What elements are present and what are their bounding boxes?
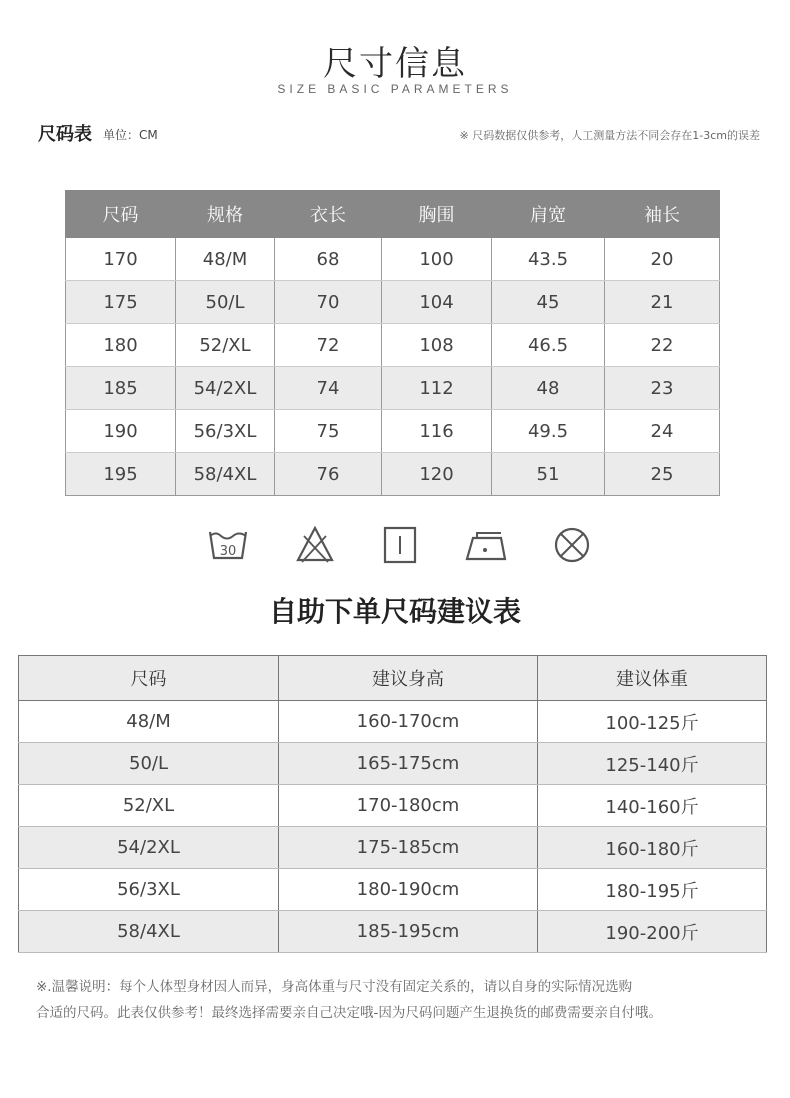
table-cell: 75: [275, 410, 382, 453]
footnote-line: ※.温馨说明：每个人体型身材因人而异，身高体重与尺寸没有固定关系的，请以自身的实际情况选购: [36, 979, 633, 995]
table-cell: 116: [382, 410, 492, 453]
table-cell: 160-180斤: [538, 827, 767, 869]
table-cell: 185-195cm: [279, 911, 538, 953]
table-cell: 175: [66, 281, 176, 324]
table-cell: 56/3XL: [19, 869, 279, 911]
size-table-header: 规格: [176, 191, 275, 238]
wash-30-icon: [205, 522, 251, 568]
table-cell: 170-180cm: [279, 785, 538, 827]
table-cell: 50/L: [176, 281, 275, 324]
table-cell: 48: [492, 367, 605, 410]
table-cell: 48/M: [176, 238, 275, 281]
table-row: [66, 324, 720, 367]
size-table-header: 衣长: [275, 191, 382, 238]
table-cell: 24: [605, 410, 720, 453]
table-cell: 72: [275, 324, 382, 367]
table-row: [66, 453, 720, 496]
table-cell: 125-140斤: [538, 743, 767, 785]
table-cell: 50/L: [19, 743, 279, 785]
table-cell: 100-125斤: [538, 701, 767, 743]
table-cell: 108: [382, 324, 492, 367]
table-row: [66, 238, 720, 281]
recommend-header: 建议体重: [538, 656, 767, 701]
table-row: [66, 281, 720, 324]
table-cell: 175-185cm: [279, 827, 538, 869]
no-bleach-icon: [292, 522, 338, 568]
table-cell: 51: [492, 453, 605, 496]
size-table-header: 尺码: [66, 191, 176, 238]
table-row: [66, 410, 720, 453]
table-cell: 165-175cm: [279, 743, 538, 785]
table-row: [19, 701, 767, 743]
unit-label: 单位：CM: [103, 128, 158, 142]
table-cell: 43.5: [492, 238, 605, 281]
recommend-title: 自助下单尺码建议表: [268, 595, 521, 628]
table-cell: 54/2XL: [19, 827, 279, 869]
table-cell: 49.5: [492, 410, 605, 453]
table-cell: 100: [382, 238, 492, 281]
table-cell: 170: [66, 238, 176, 281]
table-cell: 160-170cm: [279, 701, 538, 743]
table-cell: 120: [382, 453, 492, 496]
size-table-header: 袖长: [605, 191, 720, 238]
size-table-header: 肩宽: [492, 191, 605, 238]
table-cell: 74: [275, 367, 382, 410]
table-row: [19, 911, 767, 953]
table-cell: 52/XL: [176, 324, 275, 367]
table-cell: 180-195斤: [538, 869, 767, 911]
table-cell: 185: [66, 367, 176, 410]
table-cell: 104: [382, 281, 492, 324]
care-icons-row: [0, 522, 790, 568]
size-table-label: 尺码表: [38, 124, 92, 145]
size-table-header-row: [66, 191, 720, 238]
table-cell: 76: [275, 453, 382, 496]
table-cell: 112: [382, 367, 492, 410]
table-cell: 190: [66, 410, 176, 453]
table-cell: 22: [605, 324, 720, 367]
table-cell: 45: [492, 281, 605, 324]
table-cell: 180: [66, 324, 176, 367]
table-cell: 21: [605, 281, 720, 324]
table-cell: 23: [605, 367, 720, 410]
footnote-line: 合适的尺码。此表仅供参考！最终选择需要亲自己决定哦-因为尺码问题产生退换货的邮费需要亲自付哦。: [36, 1005, 662, 1021]
table-cell: 190-200斤: [538, 911, 767, 953]
recommend-header-row: [19, 656, 767, 701]
table-cell: 180-190cm: [279, 869, 538, 911]
table-row: [19, 785, 767, 827]
recommend-header: 尺码: [19, 656, 279, 701]
size-table: [65, 190, 720, 496]
table-cell: 58/4XL: [19, 911, 279, 953]
footnote: [36, 974, 766, 1026]
table-cell: 25: [605, 453, 720, 496]
table-row: [19, 869, 767, 911]
low-iron-icon: [463, 522, 509, 568]
table-row: [66, 367, 720, 410]
table-cell: 58/4XL: [176, 453, 275, 496]
recommend-table: [18, 655, 767, 953]
table-cell: 46.5: [492, 324, 605, 367]
wash-temperature: 30: [219, 544, 237, 559]
table-cell: 140-160斤: [538, 785, 767, 827]
page-title: 尺寸信息: [323, 44, 467, 84]
table-row: [19, 743, 767, 785]
no-dry-clean-icon: [549, 522, 595, 568]
size-table-header: 胸围: [382, 191, 492, 238]
table-cell: 48/M: [19, 701, 279, 743]
table-cell: 195: [66, 453, 176, 496]
table-cell: 56/3XL: [176, 410, 275, 453]
table-cell: 54/2XL: [176, 367, 275, 410]
table-cell: 68: [275, 238, 382, 281]
table-cell: 70: [275, 281, 382, 324]
hang-dry-icon: [377, 522, 423, 568]
table-cell: 52/XL: [19, 785, 279, 827]
measurement-note: ※ 尺码数据仅供参考，人工测量方法不同会存在1-3cm的误差: [459, 129, 760, 142]
table-row: [19, 827, 767, 869]
table-cell: 20: [605, 238, 720, 281]
page-subtitle: SIZE BASIC PARAMETERS: [277, 82, 513, 96]
recommend-header: 建议身高: [279, 656, 538, 701]
